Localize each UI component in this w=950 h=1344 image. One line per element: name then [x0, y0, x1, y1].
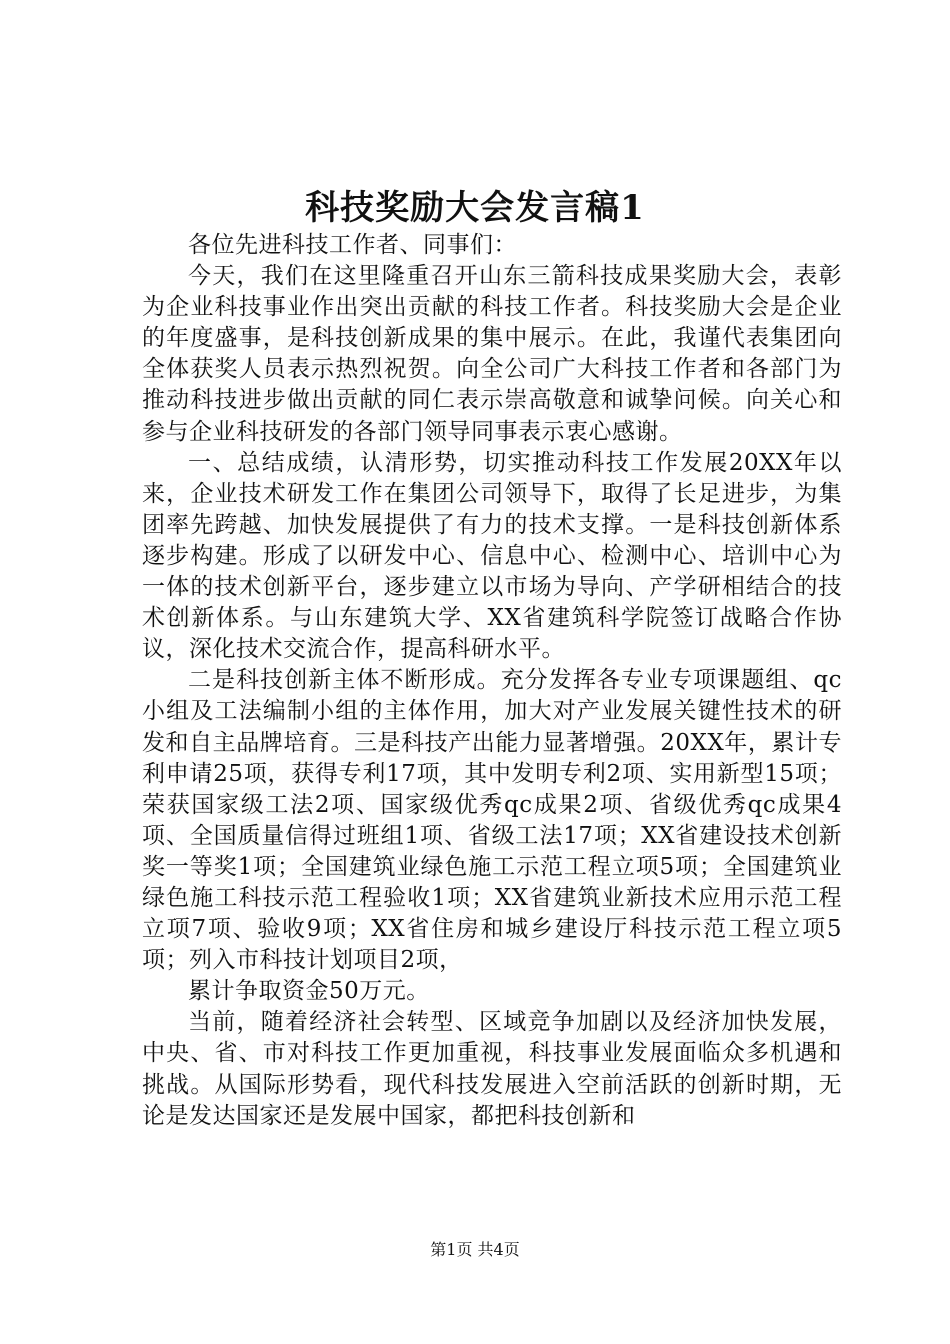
document-body — [142, 230, 842, 1132]
funding-paragraph: 累计争取资金50万元。 — [188, 978, 430, 1005]
page-number-footer: 第1页 共4页 — [430, 1240, 520, 1259]
document-title: 科技奖励大会发言稿1 — [305, 188, 645, 228]
innovation-paragraph: 二是科技创新主体不断形成。充分发挥各专业专项课题组、qc小组及工法编制小组的主体作用，加大对产业发展关键性技术的研发和自主品牌培育。三是科技产出能力显著增强。20XX年，累计专利申请25项，获得专利17项，其中发明专利2项、实用新型15项；荣获国家级工法2项、国家级优秀qc成果2项、省级优秀qc成果4项、全国质量信得过班组1项、省级工法17项；XX省建设技术创新奖一等奖1项；全国建筑业绿色施工示范工程立项5项；全国建筑业绿色施工科技示范工程验收1项；XX省建筑业新技术应用示范工程立项7项、验收9项；XX省住房和城乡建设厅科技示范工程立项5项；列入市科技计划项目2项， — [142, 667, 842, 974]
opening-paragraph: 今天，我们在这里隆重召开山东三箭科技成果奖励大会，表彰为企业科技事业作出突出贡献的科技工作者。科技奖励大会是企业的年度盛事，是科技创新成果的集中展示。在此，我谨代表集团向全体获奖人员表示热烈祝贺。向全公司广大科技工作者和各部门为推动科技进步做出贡献的同仁表示崇高敬意和诚挚问候。向关心和参与企业科技研发的各部门领导同事表示衷心感谢。 — [142, 263, 842, 445]
achievements-paragraph: 一、总结成绩，认清形势，切实推动科技工作发展20XX年以来，企业技术研发工作在集团公司领导下，取得了长足进步，为集团率先跨越、加快发展提供了有力的技术支撑。一是科技创新体系逐步构建。形成了以研发中心、信息中心、检测中心、培训中心为一体的技术创新平台，逐步建立以市场为导向、产学研相结合的技术创新体系。与山东建筑大学、XX省建筑科学院签订战略合作协议，深化技术交流合作，提高科研水平。 — [142, 449, 842, 663]
situation-paragraph: 当前，随着经济社会转型、区域竞争加剧以及经济加快发展，中央、省、市对科技工作更加重视，科技事业发展面临众多机遇和挑战。从国际形势看，现代科技发展进入空前活跃的创新时期，无论是发达国家还是发展中国家，都把科技创新和 — [142, 1009, 842, 1129]
salutation-paragraph: 各位先进科技工作者、同事们： — [188, 232, 517, 258]
